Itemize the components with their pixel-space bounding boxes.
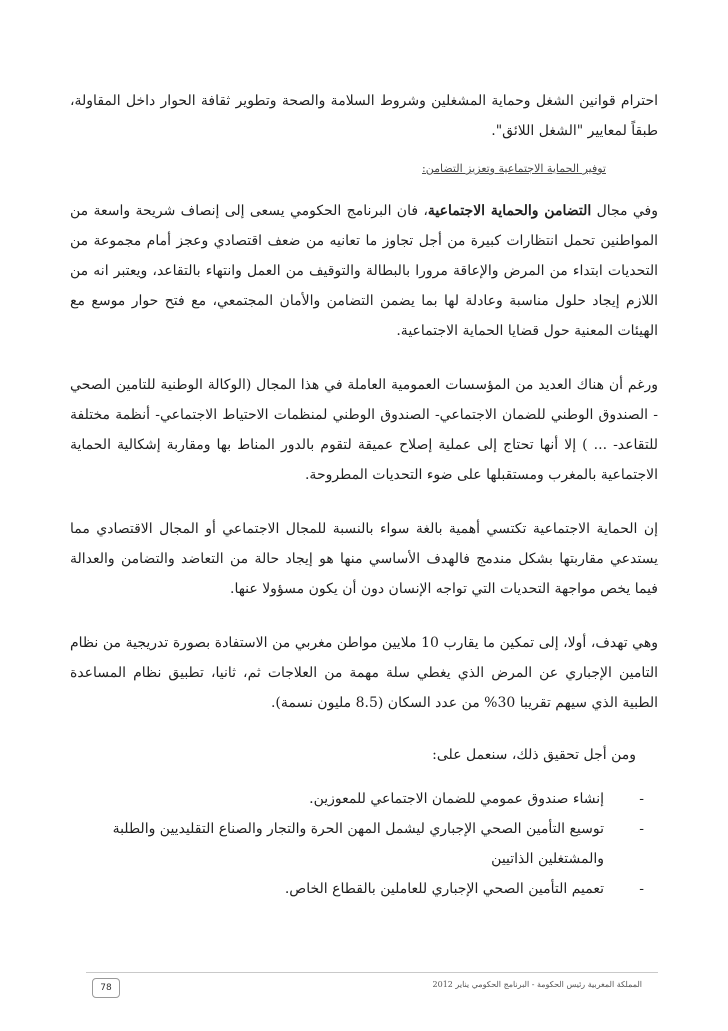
footer-caption: المملكة المغربية رئيس الحكومة - البرنامج الحكومي يناير 2012 [432,980,642,989]
intro-text: احترام قوانين الشغل وحماية المشغلين وشروط السلامة والصحة وتطوير ثقافة الحوار داخل المقاولة، طبقاً لمعايير "الشغل اللائق". [70,93,658,139]
measures-list [70,784,658,904]
intro-paragraph [70,86,658,146]
paragraph-rest: ، فان البرنامج الحكومي يسعى إلى إنصاف شريحة واسعة من المواطنين تحمل انتظارات كبيرة من أجل تجاوز ما تعانيه من ضعف اقتصادي وعجز أمام مجموعة من التحديات ابتداء من المرض والإعاقة مرورا بالبطالة والتوقيف من العمل وانتهاء بالتقاعد، ويعتبر انه من اللازم إيجاد حلول مناسبة وعادلة لها بما يضمن التضامن والأمان المجتمعي، مع فتح حوار موسع مع الهيئات المعنية حول قضايا الحماية الاجتماعية. [70,203,658,339]
list-item: - توسيع التأمين الصحي الإجباري ليشمل المهن الحرة والتجار والصناع التقليديين والطلبة والمشتغلين الذاتيين [70,814,658,874]
footer-divider [86,972,658,973]
list-dash: - [639,821,644,837]
paragraph-importance [70,514,658,604]
paragraph-intro-list [70,740,658,770]
paragraph-institutions [70,370,658,490]
list-item: - تعميم التأمين الصحي الإجباري للعاملين بالقطاع الخاص. [70,874,658,904]
list-dash: - [639,881,644,897]
paragraph-text [70,196,658,346]
paragraph-text: إن الحماية الاجتماعية تكتسي أهمية بالغة سواء بالنسبة للمجال الاجتماعي أو المجال الاقتصادي مما يستدعي مقاربتها بشكل مندمج فالهدف الأساسي منها هو إيجاد حالة من التعاضد والتضامن والعدالة فيما يخص مواجهة التحديات التي تواجه الإنسان دون أن يكون مسؤولا عنها. [70,521,658,597]
paragraph-bold-term: التضامن والحماية الاجتماعية [427,203,592,219]
paragraph-lead: وفي مجال [591,203,658,219]
paragraph-goals [70,628,658,718]
paragraph-text: وهي تهدف، أولا، إلى تمكين ما يقارب 10 ملايين مواطن مغربي من الاستفادة بصورة تدريجية من نظام التامين الإجباري عن المرض الذي يغطي سلة مهمة من العلاجات ثم، ثانيا، تطبيق نظام المساعدة الطبية الذي سيهم تقريبا 30% من عدد السكان (8.5 مليون نسمة). [70,635,658,711]
paragraph-text: ورغم أن هناك العديد من المؤسسات العمومية العاملة في هذا المجال (الوكالة الوطنية للتامين الصحي - الصندوق الوطني للضمان الاجتماعي- الصندوق الوطني لمنظمات الاحتياط الاجتماعي- أنظمة مختلفة للتقاعد- ... ) إلا أنها تحتاج إلى عملية إصلاح عميقة لتقوم بالدور المناط بها ومقاربة إشكالية الحماية الاجتماعية بالمغرب ومستقبلها على ضوء التحديات المطروحة. [70,377,658,483]
page-number: 78 [92,978,120,998]
list-dash: - [639,791,644,807]
paragraph-text: ومن أجل تحقيق ذلك، سنعمل على: [432,747,636,763]
section-subheading: توفير الحماية الاجتماعية وتعزيز التضامن: [422,162,606,175]
list-item: - إنشاء صندوق عمومي للضمان الاجتماعي للمعوزين. [70,784,658,814]
paragraph-solidarity [70,196,658,346]
